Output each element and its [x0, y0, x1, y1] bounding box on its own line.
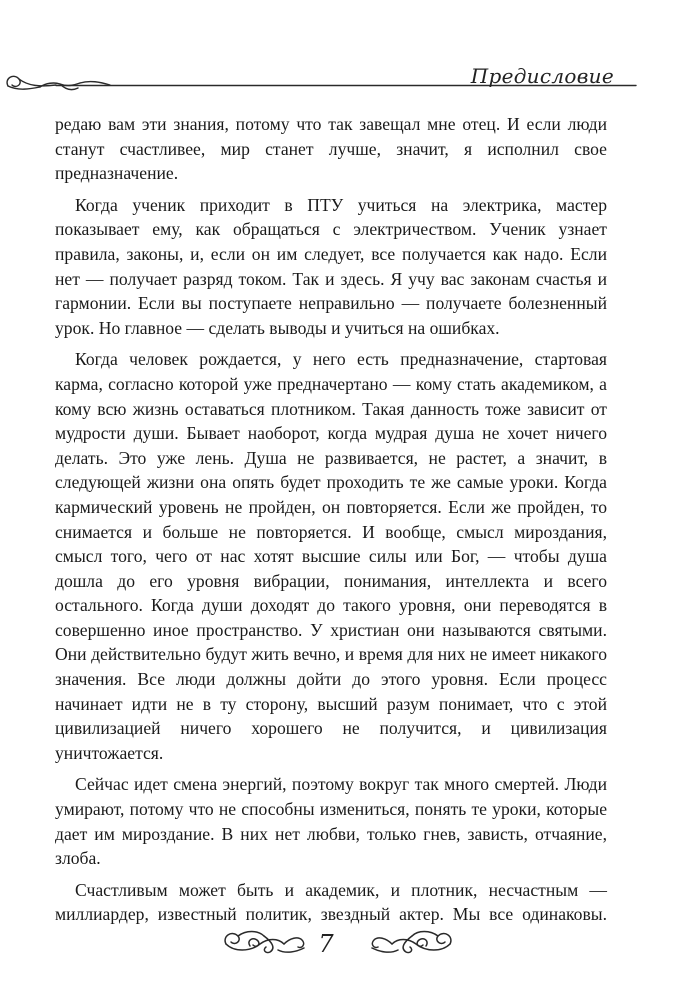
paragraph: Когда человек рождается, у него есть предназначение, стартовая карма, согласно которой уже предначертано — кому стать академиком, а кому всю жизнь оставаться плотником. Такая данность тоже зависит от мудрости души. Бывает наоборот, когда мудрая душа не хочет ничего делать. Это уже лень. Душа не развивается, не растет, а значит, в следующей жизни она опять будет проходить те же самые уроки. Когда кармический уровень не пройден, он повторяется. Если же пройден, то снимается и больше не повторяется. И вообще, смысл мироздания, смысл того, чего от нас хотят высшие силы или Бог, — чтобы душа дошла до его уровня вибрации, понимания, интеллекта и всего остального. Когда души доходят до такого уровня, они переводятся в совершенно иное пространство. У христиан они называются святыми. Они действительно будут жить вечно, и время для них не имеет никакого значения. Все люди должны дойти до этого уровня. Если процесс начинает идти не в ту сторону, высший разум понимает, что с этой цивилизацией ничего хорошего не получится, и цивилизация уничтожается. [55, 349, 607, 763]
paragraph: редаю вам эти знания, потому что так завещал мне отец. И если люди станут счастливее, мир станет лучше, значит, я исполнил свое предназначение. [55, 114, 607, 184]
page-number: 7 [318, 930, 334, 958]
section-title: Предисловие [470, 64, 614, 88]
running-header [0, 56, 676, 106]
page-footer [0, 916, 676, 976]
paragraph: Счастливым может быть и академик, и плотник, несчастным — миллиардер, известный политик, звездный актер. Мы все одинаковы. [55, 879, 607, 925]
paragraph: Когда ученик приходит в ПТУ учиться на электрика, мастер показывает ему, как обращаться с электричеством. Ученик узнает правила, законы, и, если он им следует, все получается как надо. Если нет — получает разряд током. Так и здесь. Я учу вас законам счастья и гармонии. Если вы поступаете неправильно — получаете болезненный урок. Но главное — сделать выводы и учиться на ошибках. [55, 194, 607, 338]
paragraph: Сейчас идет смена энергий, поэтому вокруг так много смертей. Люди умирают, потому что не способны измениться, понять те уроки, которые дает им мироздание. В них нет любви, только гнев, зависть, отчаяние, злоба. [55, 774, 607, 869]
body-text [55, 112, 607, 934]
